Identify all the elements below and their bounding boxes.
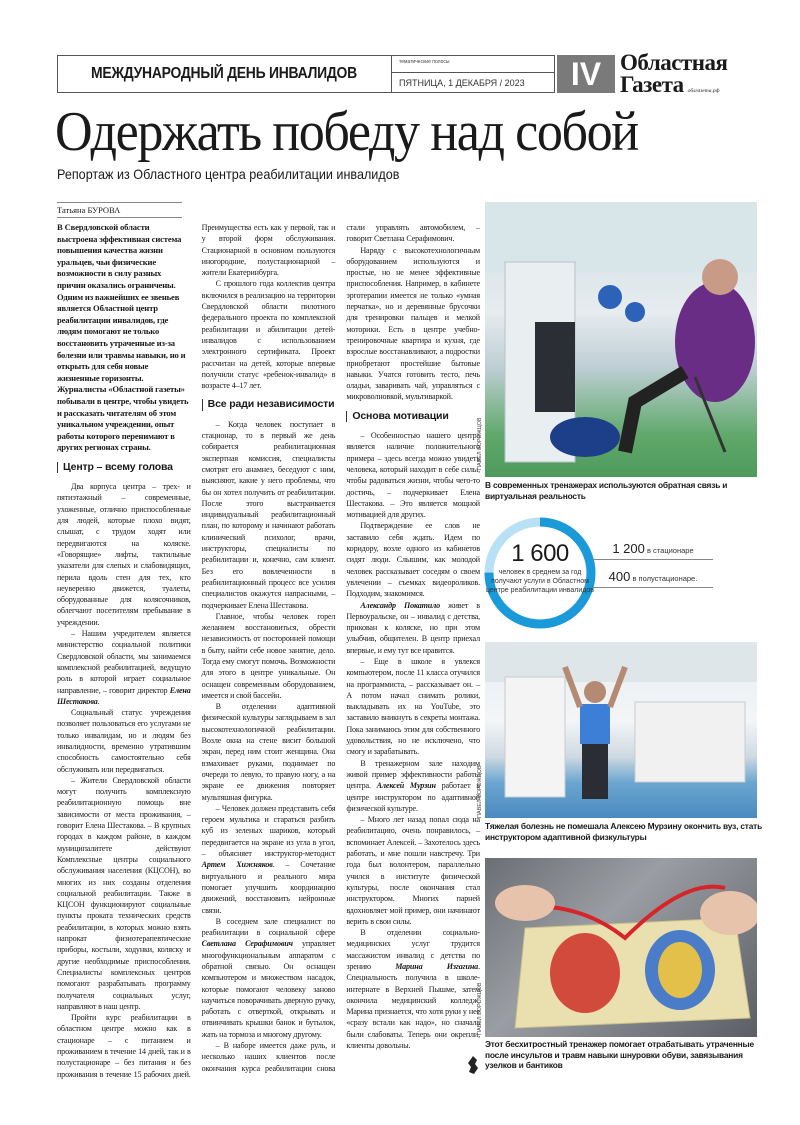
text-segment: Подтверждение ее слов не заставило себя ждать. Идем по коридору, возле одного из кабинетов сидят люди. Слышим, как молодой человек рассказывает соседям о своем увлечении – съемках видеороликов. Подходим, знакомимся. — [346, 521, 480, 599]
row-label: в полустационаре. — [632, 574, 698, 583]
total-description: человек в среднем за год получают услуги в Областном центре реабилитации инвалидов — [485, 569, 594, 594]
article-paragraph — [202, 701, 336, 803]
text-segment: В соседнем зале специалист по реабилитации в социальной сфере — [201, 916, 336, 938]
logo-line2: Газета — [620, 72, 684, 97]
section-subheading — [57, 462, 191, 473]
text-segment: – Жители Свердловской области могут получить комплексную реабилитационную помощь вне зависимости от места проживания, – говорит Елена Шестакова. – В крупных городах в каждом районе, в каждом муниципалитете действуют Комплексные центры социального обслуживания населения (КЦСОН), во многих из них созданы отделения социальной реабилитации. Также в КЦСОН функционируют социальные пункты проката технических средств реабилитации, в которых можно взять напрокат физиотерапевтические приборы, костыли, ходунки, коляску и другие необходимые приспособления. Специалисты комплексных центров помогают разрабатывать программу получателя социальных услуг, направляют в наш центр. — [57, 775, 191, 1011]
photo-instructor-gym-illustration — [485, 642, 757, 818]
text-segment: работает в центре инструктором по адаптивной физической культуре. — [346, 781, 480, 813]
row-label: в стационаре — [646, 546, 694, 555]
article-paragraph — [57, 628, 191, 707]
person-name: Светлана Серафимович — [201, 939, 293, 949]
text-segment: В тренажерном зале находим живой пример эффективности работы центра. — [346, 758, 480, 791]
text-segment: Все ради независимости — [207, 398, 335, 411]
text-segment: – Еще в школе я увлекся компьютером, после 11 класса отучился на программиста, – рассказывает он. – А потом начал снимать ролики, выкладывать их на YouTube, это заставило вникнуть в секреты монтажа. Пока занимаюсь этим для собственного удовольствия, но не исключено, что смогу и зарабатывать. — [346, 656, 480, 757]
photo-credit: ПАВЕЛ ВОРОЖЦОВ — [477, 417, 483, 470]
text-segment: С прошлого года коллектив центра включился в реализацию на территории Свердловской области пилотного федерального проекта по комплексной реабилитации и абилитации детей-инвалидов с использованием электронного сертификата. Проект рассчитан на детей, которые впервые получили статус «ребенок-инвалид» в возрасте 4–17 лет. — [201, 279, 336, 391]
person-name: Артем Хижняков — [201, 860, 273, 870]
infographic-row-inpatient — [593, 541, 713, 560]
person-name: Елена Шестакова — [57, 685, 191, 706]
text-segment: Главное, чтобы человек горел желанием восстановиться, обрести независимость от посторонней помощи в быту, найти себе новое занятие, дело. Тогда ему смогут помочь. Возможности для этого в центре уникальные. Он оснащен современным оборудованием, имеется и свой бассейн. — [201, 611, 336, 700]
newspaper-logo — [620, 52, 765, 102]
article-paragraph — [346, 430, 480, 520]
section-subheading — [346, 411, 480, 422]
text-segment: – Особенностью нашего центра является наличие положительного примера – здесь всегда можно увидеть человека, который находит в себе силы, чтобы радоваться жизни, чтобы чего-то достичь, – подчеркивает Елена Шестакова. – Это является мощной мотивацией для других. — [346, 431, 480, 520]
article-paragraph — [346, 758, 480, 814]
photo-caption: Тяжелая болезнь не помешала Алексею Мурзину окончить вуз, стать инструктором адаптивной физкультуры — [485, 821, 763, 842]
total-value: 1 600 — [511, 540, 569, 567]
text-segment: – Много лет назад попал сюда на реабилитацию, очень понравилось, – вспоминает Алексей. – Захотелось здесь работать, и мне пошли навстречу. Три года был волонтером, параллельно учился в институте физической культуры, после окончания стал инструктором. Многих парней вдохновляет мой пример, они начинают верить в свои силы. — [346, 815, 480, 926]
article-paragraph — [346, 600, 480, 656]
text-segment: – Когда человек поступает в стационар, то в первый же день собирается реабилитационная экспертная комиссия, специалисты смотрят его анамнез, беседуют с ним, выясняют, какие у него проблемы, что бы он хотел получить от реабилитации. После этого выстраивается индивидуальный реабилитационный план, по которому и начинают работать клинический психолог, врачи, инструкторы, специалисты по реабилитации и, конечно, сам клиент. Без его вовлеченности в реабилитационный процесс все усилия специалистов окажутся напрасными, – подчеркивает Елена Шестакова. — [201, 419, 336, 610]
article-lead — [57, 222, 191, 454]
section-subheading — [202, 399, 336, 410]
text-segment: . Специальность получила в школе-интернате в Верхней Пышме, затем окончила медицинский колледж. Марина признается, что хотя руки у нее «сразу встали как надо», но сначала были слабоваты. Теперь они окрепли, клиенты довольны. — [346, 962, 480, 1051]
end-of-article-emblem-icon — [466, 1055, 480, 1075]
article-paragraph — [202, 916, 336, 1040]
text-segment: Наряду с высокотехнологичным оборудованием используются и простые, но не менее эффективные приспособления. Например, в кабинете эрготерапии имеется не только «умная перчатка», но и деревянные брусочки для тренировки пальцев и мелкой моторики. Есть в центре учебно-тренировочные квартира и кухня, где взрослые восстанавливают, а подростки приобретают простейшие бытовые навыки. Учатся готовить тесто, печь оладьи, заваривать чай, управляться с микроволновкой, мультиваркой. — [346, 245, 480, 402]
text-segment: Центр – всему голова — [63, 460, 173, 473]
issue-date: ПЯТНИЦА, 1 ДЕКАБРЯ / 2023 — [399, 78, 525, 88]
person-name: Марина Изгагина — [395, 962, 479, 971]
text-segment: В отделении социально-медицинских услуг трудится массажистом инвалид с детства по зрению — [346, 928, 480, 971]
article-paragraph — [57, 481, 191, 628]
text-segment: В Свердловской области выстроена эффективная система повышения качества жизни уральцев, чьи физические возможности в силу разных причин оказались ограничены. Одним из важнейших ее звеньев является Областной центр реабилитации инвалидов, где людям помогают не только восстановить утраченные из-за болезни или травмы навыки, но и открыть для себя новые жизненные горизонты. Журналисты «Областной газеты» побывали в центре, чтобы увидеть и рассказать читателям об этом уникальном учреждении, опыт работы которого перенимают в других регионах страны. — [57, 222, 189, 453]
article-paragraph — [202, 278, 336, 391]
logo-site: облгазета.рф — [687, 88, 720, 94]
row-value: 400 — [608, 569, 631, 584]
text-segment: – В наборе имеется даже руль, и несколько наших клиентов после окончания курса реабилитации снова стали управлять автомобилем, – говорит Светлана Серафимович. — [201, 223, 480, 1073]
text-segment: . – Сочетание виртуального и реального мира помогает улучшить координацию движений, восстановить нейронные связи. — [201, 860, 336, 915]
article-paragraph — [57, 775, 191, 1012]
photo-caption: Этот бесхитростный тренажер помогает отрабатывать утраченные после инсультов и травм навыки шнуровки обуви, завязывания узелков и бантиков — [485, 1039, 754, 1070]
section-label: тематические полосы — [392, 55, 555, 73]
text-segment: живет в Первоуральске, он – инвалид с детства, прикован к коляске, но при этом улыбчив, общителен. В центр приехал впервые, и ему тут все нравится. — [346, 600, 480, 655]
photo-instructor-gym — [485, 642, 757, 818]
text-segment: Пройти курс реабилитации в областном центре можно как в стационаре – с питанием и проживанием в течение 14 дней, так и в полустационаре – без питания и без проживания в течение 15 рабочих дней. Преимущества есть как у первой, так и у второй форм обслуживания. Стационарной в основном пользуются иногородние, полустационарной – жители Екатеринбурга. — [57, 223, 336, 1079]
article-paragraph — [346, 927, 480, 1051]
photo-lacing-trainer — [485, 858, 757, 1037]
page-number: IV — [557, 55, 615, 93]
headline: Одержать победу над собой — [55, 101, 638, 163]
row-value: 1 200 — [612, 541, 645, 556]
article-paragraph — [202, 803, 336, 916]
photo-credit: ПАВЕЛ ВОРОЖЦОВ — [477, 982, 483, 1035]
text-segment: – Нашим учредителем является министерство социальной политики Свердловской области, мы занимаемся комплексной реабилитацией, ведущую роль в которой играет социальное направление, – говорит директор — [57, 629, 191, 695]
text-segment: . — [97, 696, 100, 706]
person-name: Алексей Мурзин — [376, 781, 436, 791]
text-segment: – Человек должен представить себя героем мультика и стараться разбить куб из зеленых шариков, который передвигается на экране из угла в угол, – объясняет инструктор-методист — [201, 803, 336, 859]
infographic-row-daycare — [593, 569, 713, 588]
article-paragraph — [346, 814, 480, 927]
issue-info — [391, 55, 555, 93]
article-paragraph — [346, 245, 480, 403]
rubric-title: МЕЖДУНАРОДНЫЙ ДЕНЬ ИНВАЛИДОВ — [91, 65, 357, 82]
article-paragraph — [202, 419, 336, 611]
photo-lacing-trainer-illustration — [485, 858, 757, 1037]
text-segment: Социальный статус учреждения позволяет пользоваться его услугами не только инвалидам, но и людям без инвалидности, временно утратившим способность самостоятельно себя обслуживать или передвигаться. — [57, 708, 191, 774]
article-body — [57, 222, 480, 1080]
infographic-total — [484, 540, 596, 595]
author-byline: Татьяна БУРОВА — [57, 202, 182, 218]
photo-caption: В современных тренажерах используются обратная связь и виртуальная реальность — [485, 480, 728, 501]
article-paragraph — [346, 656, 480, 758]
photo-rehab-trainer-illustration — [485, 202, 757, 477]
text-segment: управляет многофункциональным аппаратом с обратной связью. Он оснащен компьютером и множеством насадок, которые помогают человеку заново научиться поворачивать дверную ручку, работать с отверткой, открывать и отвинчивать крышки банок и бутылок, жать на тормоза и многому другому. — [201, 939, 336, 1039]
end-of-article-mark — [346, 1055, 480, 1075]
person-name: Александр Покатило — [360, 600, 441, 610]
article-paragraph — [346, 520, 480, 599]
article-paragraph — [202, 611, 336, 701]
photo-rehab-trainer — [485, 202, 757, 477]
text-segment: В отделении адаптивной физической культуры заглядываем в зал высокотехнологичной реабилитации. Возле окна на стене висит большой экран, перед ним стоит женщина. Она взмахивает руками, поднимает по очереди то левую, то правую ногу, а на экране ее движения повторяет мультяшная фигурка. — [201, 702, 336, 802]
text-segment: Основа мотивации — [352, 409, 449, 422]
logo-line1: Областная — [620, 50, 728, 75]
article-paragraph — [57, 707, 191, 775]
subheadline: Репортаж из Областного центра реабилитации инвалидов — [57, 166, 400, 182]
text-segment: Два корпуса центра – трех- и пятиэтажный – современные, ухоженные, отлично приспособленные для людей, которые плохо видят, слышат, с трудом ходят или передвигаются на коляске. «Говорящие» лифты, тактильные указатели для слепых и слабовидящих, перила вдоль стен для тех, кто неуверенно движется, туалеты, оборудованные для колясочников, облегчают посетителям пребывание в учреждении. — [57, 482, 191, 627]
photo-credit: ПАВЕЛ ВОРОЖЦОВ — [477, 765, 483, 818]
